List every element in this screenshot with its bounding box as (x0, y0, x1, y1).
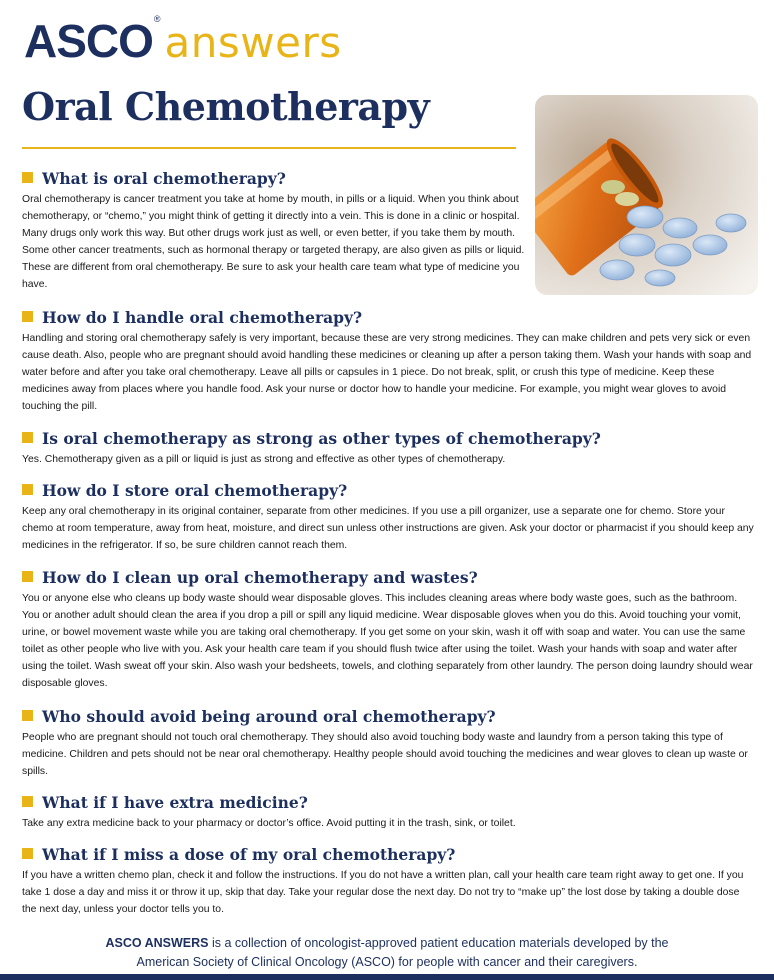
section-body: You or anyone else who cleans up body waste should wear disposable gloves. This includes cleaning areas where body waste goes, such as the bathroom. You or another adult should clean the area if you drop a pill or spill any liquid medicine. Wear disposable gloves when you do this. Avoid touching your vomit, urine, or bowel movement waste while you are taking oral chemotherapy. If you get some on your skin, wash it off with soap and water. You can use the same toilet as other people who live with you. Ask your health care team if you should flush twice after using the toilet. Wash your hands with soap and water after using the toilet. Wash sweat off your skin. Also wash your bedsheets, towels, and clothing separately from other laundry. The person doing laundry should wear disposable gloves. (22, 593, 753, 689)
pill-bottle-photo (535, 95, 758, 295)
section-body: Oral chemotherapy is cancer treatment you take at home by mouth, in pills or a liquid. When you think about chemotherapy, or “chemo,” you might think of getting it directly into a vein. This is done in a clinic or hospital. Many drugs only work this way. But other drugs work just as well, or even better, if you take them by mouth. Some other cancer treatments, such as hormonal therapy or targeted therapy, are also given as pills or liquid. These are different from oral chemotherapy. Be sure to ask your health care team what type of medicine you have. (22, 194, 525, 290)
square-bullet-icon (22, 484, 33, 495)
section-heading (22, 707, 756, 727)
section-heading (22, 845, 756, 865)
section-what-is (22, 169, 530, 293)
footer-text-1: is a collection of oncologist-approved patient education materials developed by the (208, 936, 669, 950)
footer-brand: ASCO ANSWERS (105, 936, 209, 950)
section-body: Handling and storing oral chemotherapy safely is very important, because these are very strong medicines. They can make children and pets very sick or even cause death. Also, people who are pregnant should avoid handling these medicines or cleaning up after a person taking them. Wash your hands with soap and water before and after you take oral chemotherapy. Leave all pills or capsules in 1 piece. Do not break, split, or crush this type of medicine. Keep these medicines away from places where you handle food. Ask your nurse or doctor how to handle your medicine. For example, you might wear gloves to avoid touching the pill. (22, 333, 752, 412)
section-missed-dose (22, 845, 756, 918)
square-bullet-icon (22, 710, 33, 721)
square-bullet-icon (22, 796, 33, 807)
bottom-bar (0, 974, 774, 980)
section-heading (22, 169, 530, 189)
page-title: Oral Chemotherapy (22, 84, 430, 129)
section-heading-text: How do I clean up oral chemotherapy and wastes? (42, 568, 478, 587)
section-handle (22, 308, 756, 415)
footer-note (0, 934, 774, 972)
footer-line-2: American Society of Clinical Oncology (ASCO) for people with cancer and their caregivers. (136, 955, 638, 969)
square-bullet-icon (22, 848, 33, 859)
section-heading (22, 429, 756, 449)
section-heading-text: What if I have extra medicine? (42, 793, 308, 812)
asco-answers-logo (24, 8, 342, 67)
section-heading (22, 568, 756, 588)
section-heading-text: What if I miss a dose of my oral chemotherapy? (42, 845, 456, 864)
square-bullet-icon (22, 432, 33, 443)
section-heading-text: How do I handle oral chemotherapy? (42, 308, 363, 327)
section-heading (22, 481, 756, 501)
section-heading-text: Is oral chemotherapy as strong as other types of chemotherapy? (42, 429, 601, 448)
footer-line-1 (0, 934, 774, 953)
title-divider (22, 147, 516, 149)
section-heading-text: How do I store oral chemotherapy? (42, 481, 348, 500)
logo-registered-mark: ® (153, 14, 161, 24)
section-store (22, 481, 756, 554)
section-heading-text: What is oral chemotherapy? (42, 169, 286, 188)
section-body: If you have a written chemo plan, check it and follow the instructions. If you do not have a written plan, call your health care team right away to get one. If you take 1 dose a day and miss it or throw it up, skip that day. Take your regular dose the next day. Do not try to “make up” the lost dose by taking a double dose the next day, unless your doctor tells you to. (22, 870, 744, 915)
square-bullet-icon (22, 172, 33, 183)
section-heading (22, 308, 756, 328)
section-body: Keep any oral chemotherapy in its original container, separate from other medicines. If you use a pill organizer, use a separate one for chemo. Store your chemo at room temperature, away from heat, moisture, and direct sun unless other instructions are given. Ask your doctor or pharmacist if you should keep any medicines in the refrigerator. If so, be sure children cannot reach them. (22, 506, 754, 551)
logo-product: answers (164, 18, 342, 67)
section-who-avoid (22, 707, 756, 780)
section-strength (22, 429, 756, 468)
section-clean-up (22, 568, 756, 692)
section-body: Yes. Chemotherapy given as a pill or liquid is just as strong and effective as other types of chemotherapy. (22, 454, 506, 465)
section-heading-text: Who should avoid being around oral chemotherapy? (42, 707, 496, 726)
section-body: Take any extra medicine back to your pharmacy or doctor’s office. Avoid putting it in the trash, sink, or toilet. (22, 818, 516, 829)
square-bullet-icon (22, 311, 33, 322)
logo-brand: ASCO (24, 15, 153, 67)
section-extra-medicine (22, 793, 756, 832)
section-heading (22, 793, 756, 813)
section-body: People who are pregnant should not touch oral chemotherapy. They should also avoid touching body waste and laundry from a person taking this type of medicine. Children and pets should not be near oral chemotherapy. Healthy people should avoid touching the medicines and wear gloves to clean up waste or spills. (22, 732, 748, 777)
square-bullet-icon (22, 571, 33, 582)
